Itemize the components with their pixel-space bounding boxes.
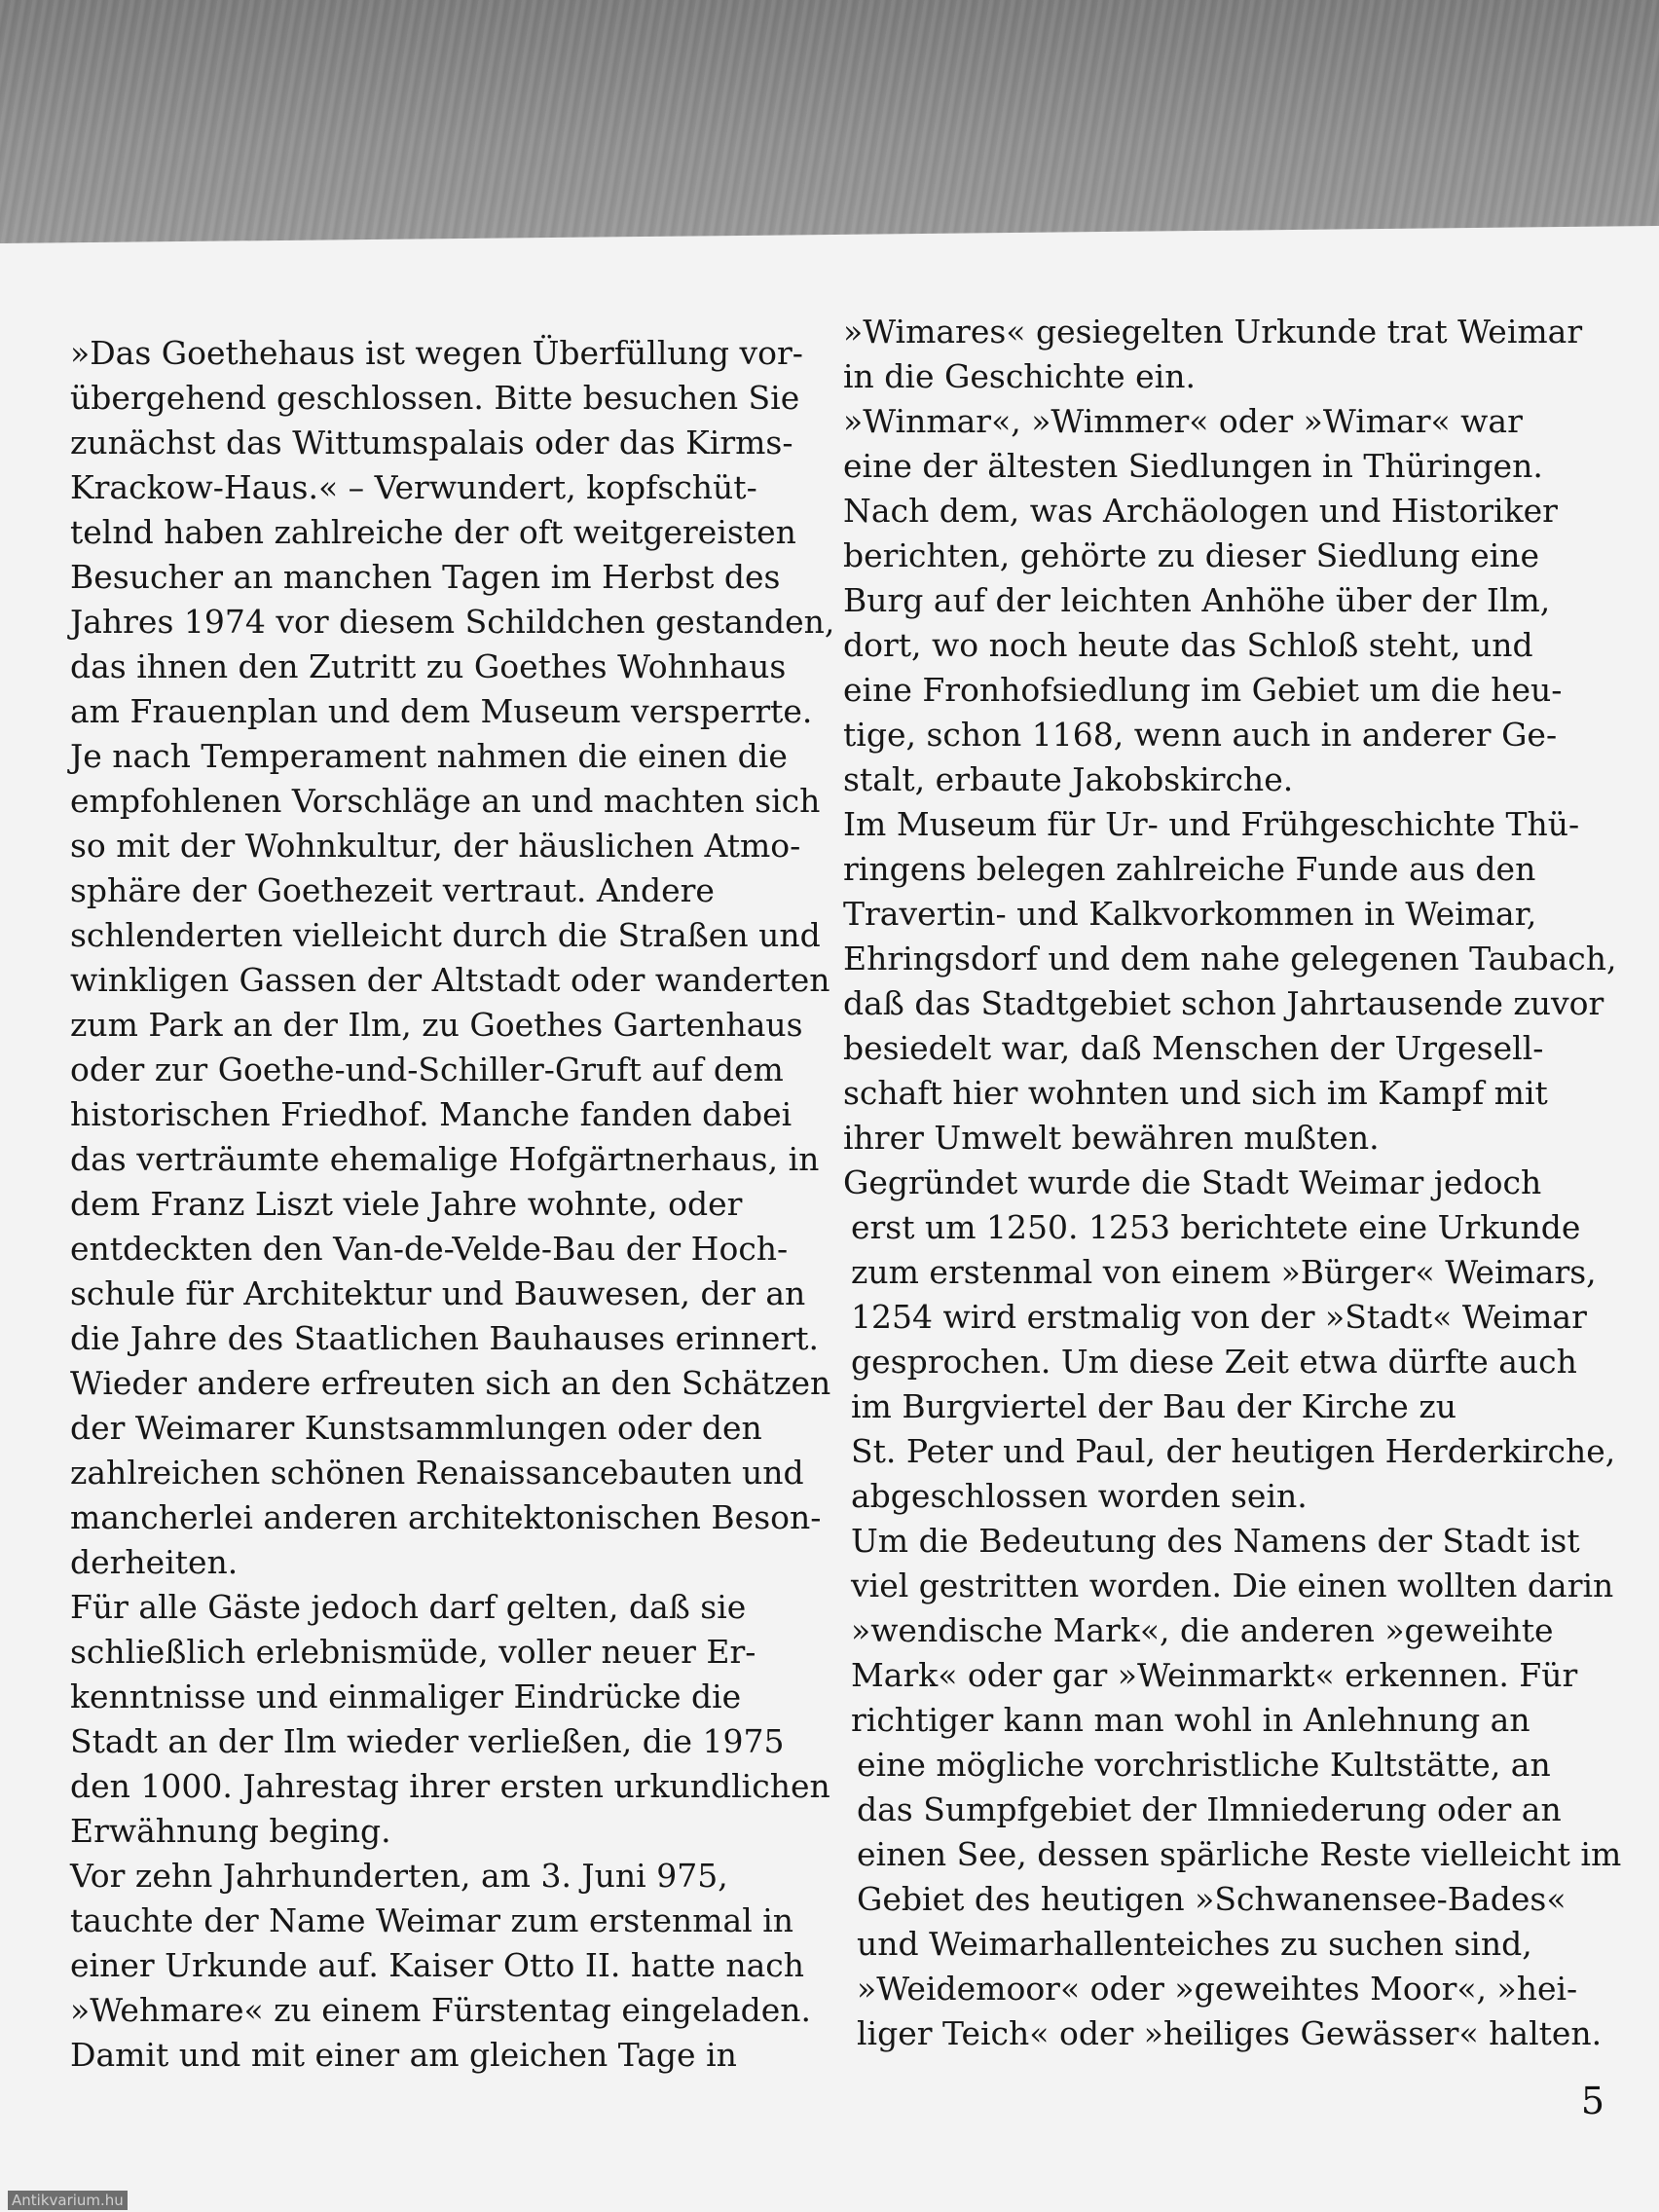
text-line: so mit der Wohnkultur, der häuslichen Atmo- xyxy=(70,827,801,865)
text-line: eine der ältesten Siedlungen in Thüringen. xyxy=(843,447,1543,485)
text-line: telnd haben zahlreiche der oft weitgereisten xyxy=(70,513,796,551)
text-line: tige, schon 1168, wenn auch in anderer Ge- xyxy=(843,716,1558,754)
text-line: besiedelt war, daß Menschen der Urgesell- xyxy=(843,1029,1544,1067)
text-line: liger Teich« oder »heiliges Gewässer« halten. xyxy=(857,2014,1603,2052)
text-line: schule für Architektur und Bauwesen, der an xyxy=(70,1274,806,1312)
text-line: Gebiet des heutigen »Schwanensee-Bades« xyxy=(857,1880,1567,1918)
text-line: »Das Goethehaus ist wegen Überfüllung vor- xyxy=(70,334,803,372)
text-line: einen See, dessen spärliche Reste vielleicht im xyxy=(857,1835,1622,1873)
text-line: »wendische Mark«, die anderen »geweihte xyxy=(851,1611,1554,1649)
text-line: gesprochen. Um diese Zeit etwa dürfte auch xyxy=(851,1343,1577,1381)
text-line: oder zur Goethe-und-Schiller-Gruft auf dem xyxy=(70,1051,784,1088)
text-line: Krackow-Haus.« – Verwundert, kopfschüt- xyxy=(70,468,757,506)
text-line: Nach dem, was Archäologen und Historiker xyxy=(843,492,1558,530)
text-line: »Wehmare« zu einem Fürstentag eingeladen. xyxy=(70,1991,811,2029)
text-line: richtiger kann man wohl in Anlehnung an xyxy=(851,1701,1530,1739)
text-line: zahlreichen schönen Renaissancebauten und xyxy=(70,1454,804,1492)
text-line: ihrer Umwelt bewähren mußten. xyxy=(843,1119,1380,1157)
text-line: derheiten. xyxy=(70,1543,239,1581)
text-line: entdeckten den Van-de-Velde-Bau der Hoch- xyxy=(70,1230,789,1268)
text-line: ringens belegen zahlreiche Funde aus den xyxy=(843,850,1536,888)
text-line: viel gestritten worden. Die einen wollten darin xyxy=(851,1567,1614,1604)
text-line: mancherlei anderen architektonischen Beson- xyxy=(70,1498,822,1536)
text-line: empfohlenen Vorschläge an und machten sich xyxy=(70,782,821,820)
text-line: zunächst das Wittumspalais oder das Kirms- xyxy=(70,424,793,461)
text-line: Gegründet wurde die Stadt Weimar jedoch xyxy=(843,1163,1542,1201)
text-line: Damit und mit einer am gleichen Tage in xyxy=(70,2036,737,2074)
text-line: abgeschlossen worden sein. xyxy=(851,1477,1308,1515)
text-line: zum Park an der Ilm, zu Goethes Gartenhaus xyxy=(70,1006,803,1044)
text-line: »Weidemoor« oder »geweihtes Moor«, »hei- xyxy=(857,1970,1578,2008)
text-line: das ihnen den Zutritt zu Goethes Wohnhaus xyxy=(70,647,787,685)
left-text-column xyxy=(70,331,835,2078)
text-line: den 1000. Jahrestag ihrer ersten urkundlichen xyxy=(70,1767,830,1805)
text-line: zum erstenmal von einem »Bürger« Weimars, xyxy=(851,1253,1597,1291)
text-line: Stadt an der Ilm wieder verließen, die 1975 xyxy=(70,1722,785,1760)
text-line: sphäre der Goethezeit vertraut. Andere xyxy=(70,871,715,909)
desk-background xyxy=(0,0,1659,243)
text-line: am Frauenplan und dem Museum versperrte. xyxy=(70,692,813,730)
text-line: der Weimarer Kunstsammlungen oder den xyxy=(70,1409,762,1447)
text-line: berichten, gehörte zu dieser Siedlung eine xyxy=(843,536,1539,574)
text-line: dem Franz Liszt viele Jahre wohnte, oder xyxy=(70,1185,743,1223)
text-line: die Jahre des Staatlichen Bauhauses erinnert. xyxy=(70,1319,819,1357)
text-line: dort, wo noch heute das Schloß steht, und xyxy=(843,626,1533,664)
text-line: schaft hier wohnten und sich im Kampf mit xyxy=(843,1074,1548,1112)
text-line: im Burgviertel der Bau der Kirche zu xyxy=(851,1387,1456,1425)
text-line: Besucher an manchen Tagen im Herbst des xyxy=(70,558,781,596)
text-line: Für alle Gäste jedoch darf gelten, daß sie xyxy=(70,1588,747,1626)
text-line: stalt, erbaute Jakobskirche. xyxy=(843,760,1294,798)
text-line: Je nach Temperament nahmen die einen die xyxy=(70,737,788,775)
text-line: Um die Bedeutung des Namens der Stadt ist xyxy=(851,1522,1580,1560)
text-line: historischen Friedhof. Manche fanden dabei xyxy=(70,1095,793,1133)
text-line: schlenderten vielleicht durch die Straßen und xyxy=(70,916,821,954)
text-line: das Sumpfgebiet der Ilmniederung oder an xyxy=(857,1790,1562,1828)
text-line: und Weimarhallenteiches zu suchen sind, xyxy=(857,1925,1532,1963)
text-line: »Wimares« gesiegelten Urkunde trat Weimar xyxy=(843,313,1583,350)
text-line: das verträumte ehemalige Hofgärtnerhaus, in xyxy=(70,1140,820,1178)
watermark: Antikvarium.hu xyxy=(8,2191,128,2210)
text-line: erst um 1250. 1253 berichtete eine Urkunde xyxy=(851,1208,1581,1246)
text-line: Burg auf der leichten Anhöhe über der Ilm, xyxy=(843,581,1551,619)
text-line: »Winmar«, »Wimmer« oder »Wimar« war xyxy=(843,402,1523,440)
text-line: Vor zehn Jahrhunderten, am 3. Juni 975, xyxy=(70,1857,728,1895)
text-line: daß das Stadtgebiet schon Jahrtausende zuvor xyxy=(843,984,1604,1022)
text-line: kenntnisse und einmaliger Eindrücke die xyxy=(70,1677,742,1715)
text-line: 1254 wird erstmalig von der »Stadt« Weimar xyxy=(851,1298,1587,1336)
text-line: eine mögliche vorchristliche Kultstätte, an xyxy=(857,1746,1551,1784)
page-number: 5 xyxy=(1580,2080,1604,2122)
text-line: Ehringsdorf und dem nahe gelegenen Taubach, xyxy=(843,940,1617,977)
text-line: Im Museum für Ur- und Frühgeschichte Thü- xyxy=(843,805,1580,843)
text-line: St. Peter und Paul, der heutigen Herderkirche, xyxy=(851,1432,1616,1470)
text-line: Wieder andere erfreuten sich an den Schätzen xyxy=(70,1364,831,1402)
text-line: winkligen Gassen der Altstadt oder wanderten xyxy=(70,961,830,999)
text-line: Jahres 1974 vor diesem Schildchen gestanden, xyxy=(70,603,835,641)
right-text-column xyxy=(843,310,1622,2056)
text-line: Mark« oder gar »Weinmarkt« erkennen. Für xyxy=(851,1656,1578,1694)
text-line: in die Geschichte ein. xyxy=(843,357,1196,395)
text-line: Travertin- und Kalkvorkommen in Weimar, xyxy=(843,895,1537,933)
text-line: Erwähnung beging. xyxy=(70,1812,391,1850)
text-line: einer Urkunde auf. Kaiser Otto II. hatte nach xyxy=(70,1946,805,1984)
text-line: tauchte der Name Weimar zum erstenmal in xyxy=(70,1901,794,1939)
text-line: übergehend geschlossen. Bitte besuchen Sie xyxy=(70,379,800,417)
text-line: schließlich erlebnismüde, voller neuer Er- xyxy=(70,1633,756,1671)
text-line: eine Fronhofsiedlung im Gebiet um die heu- xyxy=(843,671,1563,709)
